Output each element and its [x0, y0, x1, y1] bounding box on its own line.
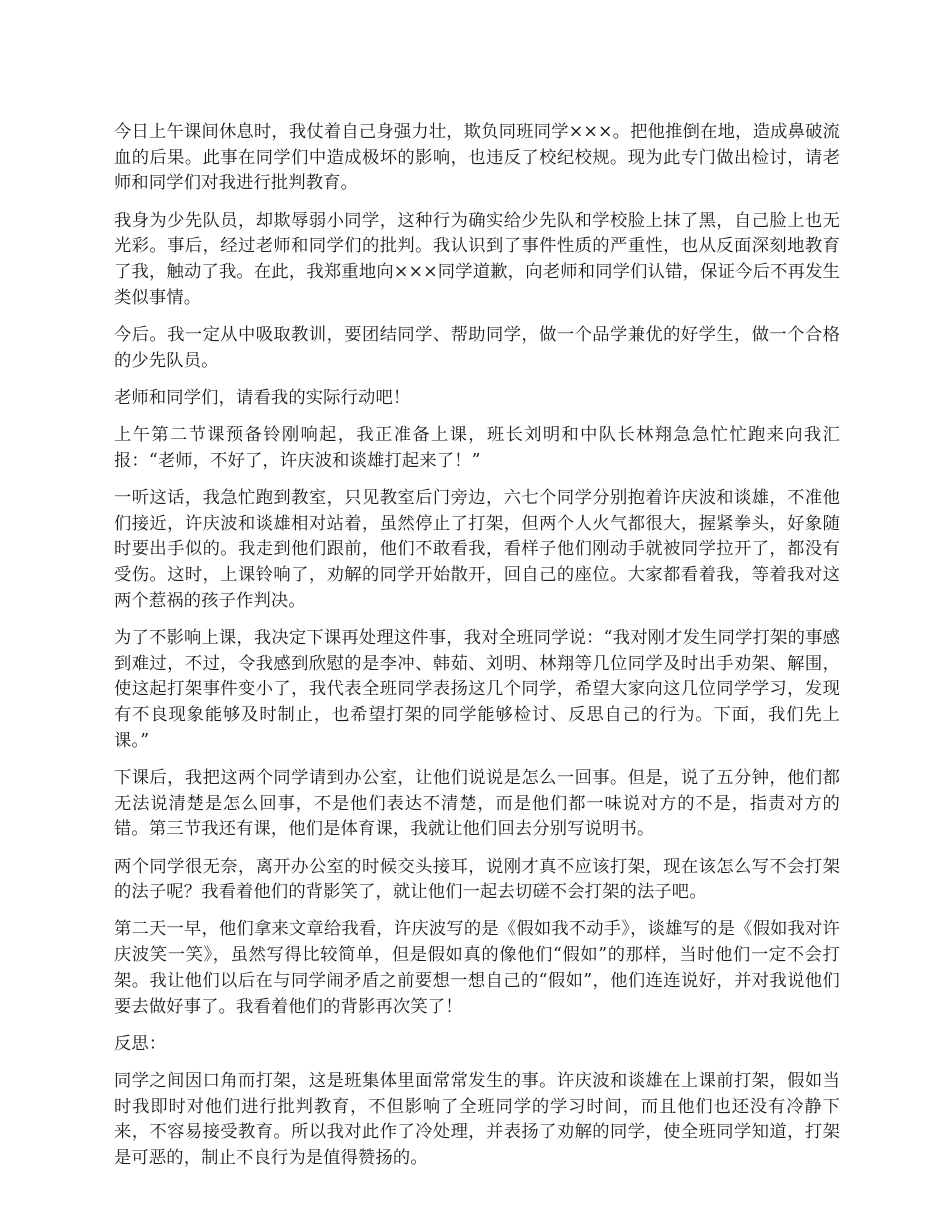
- paragraph-7: 为了不影响上课，我决定下课再处理这件事，我对全班同学说：“我对刚才发生同学打架的事感到难过，不过，令我感到欣慰的是李冲、韩茹、刘明、林翔等几位同学及时出手劝架、解围，使这起打架事件变小了，我代表全班同学表扬这几个同学，希望大家向这几位同学学习，发现有不良现象能够及时制止，也希望打架的同学能够检讨、反思自己的行为。下面，我们先上课。”: [114, 627, 840, 751]
- paragraph-6: 一听这话，我急忙跑到教室，只见教室后门旁边，六七个同学分别抱着许庆波和谈雄，不准他们接近，许庆波和谈雄相对站着，虽然停止了打架，但两个人火气都很大，握紧拳头，好象随时要出手似的。我走到他们跟前，他们不敢看我，看样子他们刚动手就被同学拉开了，都没有受伤。这时，上课铃响了，劝解的同学开始散开，回自己的座位。大家都看着我，等着我对这两个惹祸的孩子作判决。: [114, 487, 840, 611]
- paragraph-9: 两个同学很无奈，离开办公室的时候交头接耳，说刚才真不应该打架，现在该怎么写不会打架的法子呢？我看着他们的背影笑了，就让他们一起去切磋不会打架的法子吧。: [114, 856, 840, 903]
- paragraph-8: 下课后，我把这两个同学请到办公室，让他们说说是怎么一回事。但是，说了五分钟，他们都无法说清楚是怎么回事，不是他们表达不清楚，而是他们都一味说对方的不是，指责对方的错。第三节我还有课，他们是体育课，我就让他们回去分别写说明书。: [114, 767, 840, 840]
- paragraph-3: 今后。我一定从中吸取教训，要团结同学、帮助同学，做一个品学兼优的好学生，做一个合格的少先队员。: [114, 324, 840, 371]
- paragraph-1: 今日上午课间休息时，我仗着自己身强力壮，欺负同班同学×××。把他推倒在地，造成鼻破流血的后果。此事在同学们中造成极坏的影响，也违反了校纪校规。现为此专门做出检讨，请老师和同学们对我进行批判教育。: [114, 122, 840, 194]
- paragraph-2: 我身为少先队员，却欺辱弱小同学，这种行为确实给少先队和学校脸上抹了黑，自己脸上也无光彩。事后，经过老师和同学们的批判。我认识到了事件性质的严重性，也从反面深刻地教育了我，触动了我。在此，我郑重地向×××同学道歉，向老师和同学们认错，保证今后不再发生类似事情。: [114, 210, 840, 308]
- paragraph-12: 同学之间因口角而打架，这是班集体里面常常发生的事。许庆波和谈雄在上课前打架，假如当时我即时对他们进行批判教育，不但影响了全班同学的学习时间，而且他们也还没有冷静下来，不容易接受教育。所以我对此作了冷处理，并表扬了劝解的同学，使全班同学知道，打架是可恶的，制止不良行为是值得赞扬的。: [114, 1071, 840, 1169]
- section-heading-reflection: 反思：: [114, 1033, 167, 1054]
- paragraph-10: 第二天一早，他们拿来文章给我看，许庆波写的是《假如我不动手》，谈雄写的是《假如我对许庆波笑一笑》，虽然写得比较简单，但是假如真的像他们“假如”的那样，当时他们一定不会打架。我让他们以后在与同学闹矛盾之前要想一想自己的“假如”，他们连连说好，并对我说他们要去做好事了。我看着他们的背影再次笑了！: [114, 919, 840, 1017]
- paragraph-4: 老师和同学们，请看我的实际行动吧！: [114, 387, 411, 408]
- paragraph-5: 上午第二节课预备铃刚响起，我正准备上课，班长刘明和中队长林翔急急忙忙跑来向我汇报：“老师，不好了，许庆波和谈雄打起来了！”: [114, 425, 840, 471]
- document-body: [114, 120, 840, 1183]
